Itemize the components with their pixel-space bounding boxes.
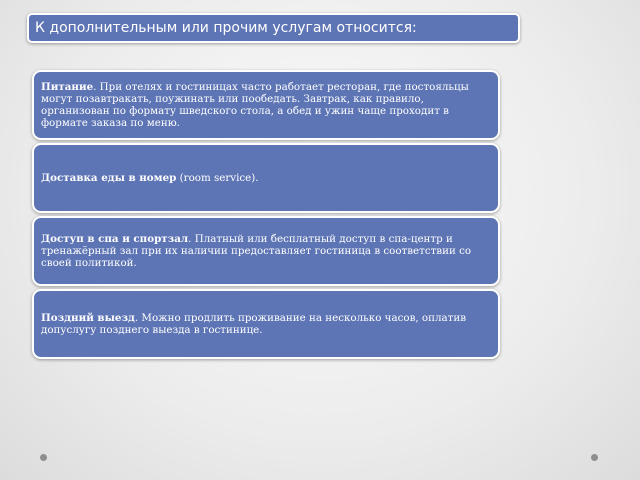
service-item-term: Питание	[41, 81, 94, 93]
service-item-spa-gym	[32, 216, 500, 286]
service-item-text	[41, 312, 490, 336]
service-item-description: . Платный или бесплатный доступ в спа-центр и тренажёрный зал при их наличии предоставляет гостиница в соответствии со своей политикой.	[41, 233, 472, 269]
service-item-description: . При отелях и гостиницах часто работает ресторан, где постояльцы могут позавтракать, поужинать или пообедать. Завтрак, как правило, организован по формату шведского стола, а обед и ужин чаще проходит в формате заказа по меню.	[41, 81, 469, 129]
next-slide-dot[interactable]	[591, 454, 598, 461]
service-item-late-checkout	[32, 289, 500, 359]
service-item-text	[41, 233, 490, 269]
service-item-room-service	[32, 143, 500, 213]
previous-slide-dot[interactable]	[40, 454, 47, 461]
service-item-text	[41, 81, 490, 129]
slide-title: К дополнительным или прочим услугам относится:	[27, 13, 520, 43]
service-item-term: Поздний выезд	[41, 312, 135, 324]
service-item-meals	[32, 70, 500, 140]
service-item-text	[41, 172, 259, 184]
service-item-description: (room service).	[176, 172, 259, 184]
service-item-description: . Можно продлить проживание на несколько часов, оплатив допуслугу позднего выезда в гостинице.	[41, 312, 467, 336]
service-item-term: Доставка еды в номер	[41, 172, 177, 184]
service-item-term: Доступ в спа и спортзал	[41, 233, 189, 245]
